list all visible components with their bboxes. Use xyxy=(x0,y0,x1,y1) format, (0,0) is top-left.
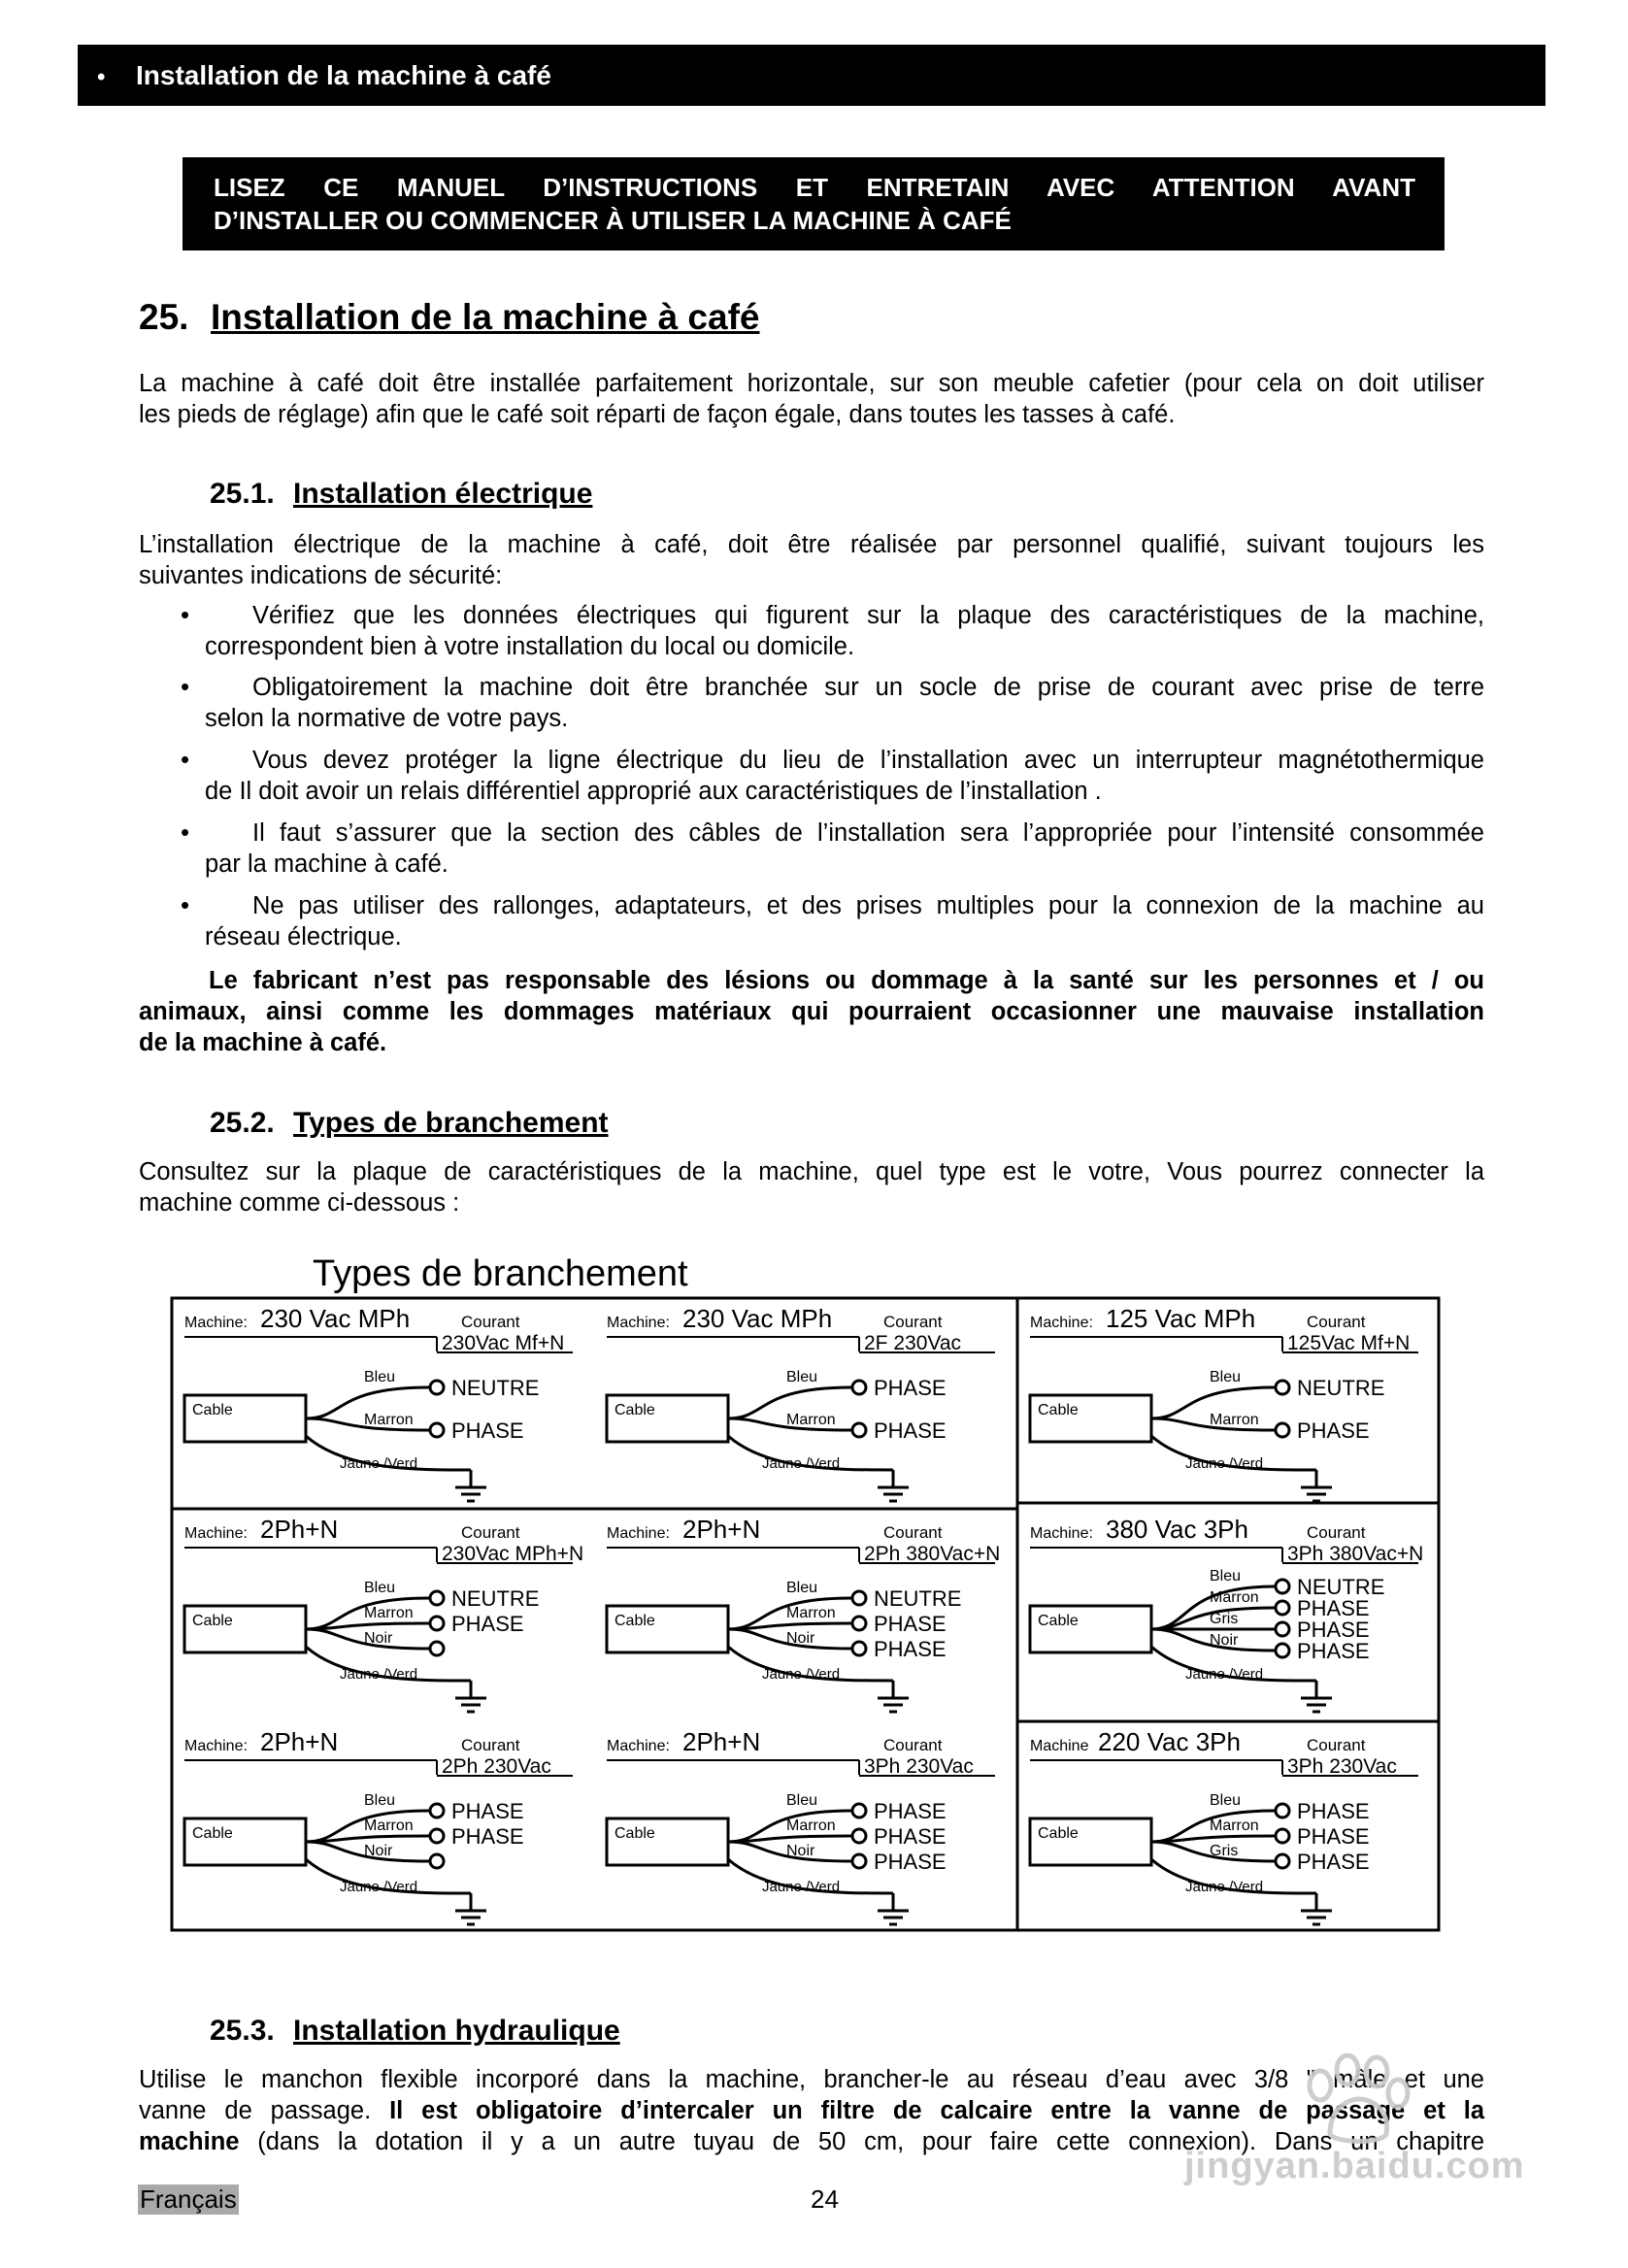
section-25-number: 25. xyxy=(139,297,189,337)
warning-line-1: LISEZ CE MANUEL D’INSTRUCTIONS ET ENTRETAIN AVEC ATTENTION AVANT xyxy=(214,173,1415,202)
machine-type: 125 Vac MPh xyxy=(1106,1304,1256,1333)
courant-label: Courant xyxy=(883,1523,943,1542)
section-25-2-number: 25.2. xyxy=(210,1107,275,1139)
machine-type: 380 Vac 3Ph xyxy=(1106,1515,1248,1544)
wire-color-label: Noir xyxy=(364,1843,393,1859)
courant-value: 230Vac MPh+N xyxy=(442,1543,584,1565)
cable-label: Cable xyxy=(1038,1613,1079,1629)
section-25-1-title: Installation électrique xyxy=(293,478,593,510)
terminal-label: NEUTRE xyxy=(451,1376,540,1400)
terminal-label: PHASE xyxy=(1297,1824,1370,1849)
section-25-3-heading xyxy=(210,2015,620,2048)
terminal xyxy=(852,1591,866,1605)
terminal-label: PHASE xyxy=(451,1824,524,1849)
bullet-dot: • xyxy=(181,745,190,774)
terminal xyxy=(1276,1622,1289,1636)
terminal-label: NEUTRE xyxy=(1297,1376,1385,1400)
watermark-text: jingyan.baidu.com xyxy=(1184,2146,1525,2186)
earth-label: Jaune /Verd xyxy=(1185,1666,1264,1683)
cable-label: Cable xyxy=(615,1402,655,1418)
section-25-3-number: 25.3. xyxy=(210,2015,275,2047)
terminal xyxy=(430,1591,444,1605)
bullet-line: selon la normative de votre pays. xyxy=(205,705,569,732)
bullet-dot: • xyxy=(181,890,190,919)
terminal-label: PHASE xyxy=(1297,1596,1370,1620)
section-25-intro-line: La machine à café doit être installée parfaitement horizontale, sur son meuble cafetier (pour cela on doit utiliser xyxy=(139,370,1484,397)
courant-value: 2F 230Vac xyxy=(864,1332,962,1354)
section-25-2-intro-line: Consultez sur la plaque de caractéristiques de la machine, quel type est le votre, Vous pourrez connecter la xyxy=(139,1158,1484,1185)
wire-color-label: Marron xyxy=(1210,1589,1259,1606)
wire-color-label: Noir xyxy=(364,1630,393,1647)
section-25-1-intro-line: L’installation électrique de la machine à café, doit être réalisée par personnel qualifié, suivant toujours les xyxy=(139,531,1484,558)
bullet-dot: • xyxy=(181,817,190,847)
courant-value: 2Ph 230Vac xyxy=(442,1755,551,1778)
watermark xyxy=(1165,2049,1573,2194)
terminal-label: PHASE xyxy=(451,1612,524,1636)
terminal xyxy=(1276,1601,1289,1615)
terminal xyxy=(1276,1381,1289,1394)
terminal-label: PHASE xyxy=(1297,1850,1370,1874)
terminal-label: NEUTRE xyxy=(1297,1575,1385,1599)
terminal xyxy=(1276,1580,1289,1593)
bullet-dot: • xyxy=(181,600,190,629)
courant-value: 2Ph 380Vac+N xyxy=(864,1543,1001,1565)
terminal xyxy=(1276,1423,1289,1437)
terminal-label: PHASE xyxy=(1297,1418,1370,1443)
terminal xyxy=(852,1829,866,1843)
wire-color-label: Marron xyxy=(786,1412,836,1428)
wire-color-label: Bleu xyxy=(1210,1369,1242,1385)
terminal-label: PHASE xyxy=(1297,1799,1370,1823)
courant-label: Courant xyxy=(883,1313,943,1331)
machine-type: 220 Vac 3Ph xyxy=(1098,1727,1241,1756)
wire-color-label: Bleu xyxy=(364,1369,396,1385)
courant-label: Courant xyxy=(1307,1313,1366,1331)
machine-type: 2Ph+N xyxy=(682,1727,761,1756)
terminal-label: NEUTRE xyxy=(451,1586,540,1611)
bullet-line: Obligatoirement la machine doit être branchée sur un socle de prise de courant avec prise de terre xyxy=(252,674,1484,701)
terminal xyxy=(430,1804,444,1818)
terminal-label: NEUTRE xyxy=(874,1586,962,1611)
bullet-line: par la machine à café. xyxy=(205,850,449,878)
section-25-3-title: Installation hydraulique xyxy=(293,2015,620,2047)
wire-color-label: Noir xyxy=(786,1630,815,1647)
disclaimer-line: de la machine à café. xyxy=(139,1029,387,1056)
section-25-2-title: Types de branchement xyxy=(293,1107,609,1139)
terminal-label: PHASE xyxy=(874,1799,947,1823)
wire-color-label: Bleu xyxy=(786,1369,818,1385)
machine-label: Machine: xyxy=(607,1315,670,1331)
machine-type: 2Ph+N xyxy=(260,1727,339,1756)
terminal-label: PHASE xyxy=(874,1850,947,1874)
bullet-line: Vous devez protéger la ligne électrique du lieu de l’installation avec un interrupteur magnétothermique xyxy=(252,747,1484,774)
bullet-line: Vérifiez que les données électriques qui figurent sur la plaque des caractéristiques de la machine, xyxy=(252,602,1484,629)
wire-color-label: Marron xyxy=(1210,1412,1259,1428)
courant-label: Courant xyxy=(461,1523,520,1542)
wire-color-label: Noir xyxy=(786,1843,815,1859)
courant-label: Courant xyxy=(883,1736,943,1754)
courant-value: 125Vac Mf+N xyxy=(1287,1332,1411,1354)
bullet-line: correspondent bien à votre installation du local ou domicile. xyxy=(205,633,855,660)
machine-type: 2Ph+N xyxy=(260,1515,339,1544)
earth-label: Jaune /Verd xyxy=(762,1455,841,1472)
hydraulic-text: (dans la dotation il y a un autre tuyau de 50 cm, pour faire cette connexion). Dans un chapitre xyxy=(239,2128,1484,2155)
machine-label: Machine: xyxy=(1030,1315,1093,1331)
wire-color-label: Marron xyxy=(1210,1818,1259,1834)
wire-color-label: Gris xyxy=(1210,1843,1239,1859)
cable-label: Cable xyxy=(192,1402,233,1418)
terminal xyxy=(430,1854,444,1868)
courant-label: Courant xyxy=(461,1313,520,1331)
terminal-label: PHASE xyxy=(1297,1639,1370,1663)
terminal-label: PHASE xyxy=(874,1376,947,1400)
earth-label: Jaune /Verd xyxy=(340,1666,418,1683)
terminal xyxy=(1276,1804,1289,1818)
hydraulic-bold-text: machine xyxy=(139,2128,240,2155)
page-number: 24 xyxy=(811,2185,839,2214)
header-title: Installation de la machine à café xyxy=(136,60,551,90)
bullet-line: de Il doit avoir un relais différentiel approprié aux caractéristiques de l’installation . xyxy=(205,778,1102,805)
terminal-label: PHASE xyxy=(451,1799,524,1823)
earth-label: Jaune /Verd xyxy=(762,1879,841,1895)
disclaimer-line: Le fabricant n’est pas responsable des lésions ou dommage à la santé sur les personnes et / ou xyxy=(209,967,1484,994)
wire-color-label: Bleu xyxy=(364,1792,396,1809)
wire-color-label: Bleu xyxy=(364,1580,396,1596)
terminal xyxy=(430,1423,444,1437)
earth-label: Jaune /Verd xyxy=(340,1455,418,1472)
terminal-label: PHASE xyxy=(451,1418,524,1443)
machine-type: 2Ph+N xyxy=(682,1515,761,1544)
terminal-label: PHASE xyxy=(874,1824,947,1849)
machine-type: 230 Vac MPh xyxy=(260,1304,411,1333)
courant-label: Courant xyxy=(1307,1736,1366,1754)
terminal xyxy=(430,1829,444,1843)
terminal xyxy=(1276,1829,1289,1843)
paw-logo-icon xyxy=(1291,2049,1417,2146)
machine-label: Machine: xyxy=(607,1525,670,1542)
wire-color-label: Marron xyxy=(364,1818,414,1834)
hydraulic-line: Utilise le manchon flexible incorporé dans la machine, brancher-le au réseau d’eau avec 3/8 " mâle et une xyxy=(139,2066,1484,2093)
bullet-line: Ne pas utiliser des rallonges, adaptateurs, et des prises multiples pour la connexion de la machine au xyxy=(252,892,1484,919)
wire-color-label: Bleu xyxy=(786,1792,818,1809)
machine-label: Machine: xyxy=(184,1525,248,1542)
wire-color-label: Noir xyxy=(1210,1632,1239,1649)
cable-label: Cable xyxy=(1038,1402,1079,1418)
terminal xyxy=(852,1854,866,1868)
cable-label: Cable xyxy=(615,1613,655,1629)
machine-label: Machine: xyxy=(184,1738,248,1754)
footer-language: Français xyxy=(140,2185,237,2214)
section-25-title: Installation de la machine à café xyxy=(211,297,760,337)
terminal xyxy=(1276,1644,1289,1657)
machine-type: 230 Vac MPh xyxy=(682,1304,833,1333)
terminal xyxy=(852,1423,866,1437)
courant-label: Courant xyxy=(461,1736,520,1754)
wire-color-label: Bleu xyxy=(786,1580,818,1596)
courant-label: Courant xyxy=(1307,1523,1366,1542)
machine-label: Machine: xyxy=(184,1315,248,1331)
terminal xyxy=(430,1617,444,1630)
wire-color-label: Bleu xyxy=(1210,1568,1242,1584)
wire-color-label: Marron xyxy=(786,1605,836,1621)
wire-color-label: Gris xyxy=(1210,1611,1239,1627)
section-25-2-intro-line: machine comme ci-dessous : xyxy=(139,1189,460,1217)
terminal xyxy=(430,1381,444,1394)
earth-label: Jaune /Verd xyxy=(762,1666,841,1683)
bullet-line: réseau électrique. xyxy=(205,923,402,951)
terminal-label: PHASE xyxy=(874,1612,947,1636)
wire-color-label: Marron xyxy=(786,1818,836,1834)
section-25-1-number: 25.1. xyxy=(210,478,275,510)
disclaimer-line: animaux, ainsi comme les dommages matériaux qui pourraient occasionner une mauvaise installation xyxy=(139,998,1484,1025)
cable-label: Cable xyxy=(192,1825,233,1842)
machine-label: Machine: xyxy=(1030,1525,1093,1542)
hydraulic-text: vanne de passage. xyxy=(139,2097,390,2124)
machine-label: Machine xyxy=(1030,1738,1089,1754)
cable-label: Cable xyxy=(615,1825,655,1842)
terminal xyxy=(1276,1854,1289,1868)
cable-label: Cable xyxy=(192,1613,233,1629)
diagram-title: Types de branchement xyxy=(313,1253,688,1294)
earth-label: Jaune /Verd xyxy=(1185,1455,1264,1472)
bullet-line: Il faut s’assurer que la section des câbles de l’installation sera l’appropriée pour l’intensité consommée xyxy=(252,819,1484,847)
wire-color-label: Bleu xyxy=(1210,1792,1242,1809)
courant-value: 230Vac Mf+N xyxy=(442,1332,565,1354)
terminal xyxy=(852,1642,866,1655)
earth-label: Jaune /Verd xyxy=(340,1879,418,1895)
section-25-1-intro-line: suivantes indications de sécurité: xyxy=(139,562,503,589)
header-bullet: • xyxy=(97,64,106,90)
terminal xyxy=(430,1642,444,1655)
courant-value: 3Ph 230Vac xyxy=(1287,1755,1397,1778)
hydraulic-bold-text: Il est obligatoire d’intercaler un filtre de calcaire entre la vanne de passage et la xyxy=(389,2097,1485,2124)
wire-color-label: Marron xyxy=(364,1605,414,1621)
warning-line-2: D’INSTALLER OU COMMENCER À UTILISER LA MACHINE À CAFÉ xyxy=(214,206,1012,235)
terminal xyxy=(852,1804,866,1818)
wire-color-label: Marron xyxy=(364,1412,414,1428)
cable-label: Cable xyxy=(1038,1825,1079,1842)
courant-value: 3Ph 380Vac+N xyxy=(1287,1543,1424,1565)
terminal-label: PHASE xyxy=(874,1637,947,1661)
earth-label: Jaune /Verd xyxy=(1185,1879,1264,1895)
courant-value: 3Ph 230Vac xyxy=(864,1755,974,1778)
terminal xyxy=(852,1381,866,1394)
machine-label: Machine: xyxy=(607,1738,670,1754)
bullet-dot: • xyxy=(181,672,190,701)
terminal xyxy=(852,1617,866,1630)
section-25-intro-line: les pieds de réglage) afin que le café soit réparti de façon égale, dans toutes les tasses à café. xyxy=(139,401,1176,428)
terminal-label: PHASE xyxy=(1297,1618,1370,1642)
terminal-label: PHASE xyxy=(874,1418,947,1443)
